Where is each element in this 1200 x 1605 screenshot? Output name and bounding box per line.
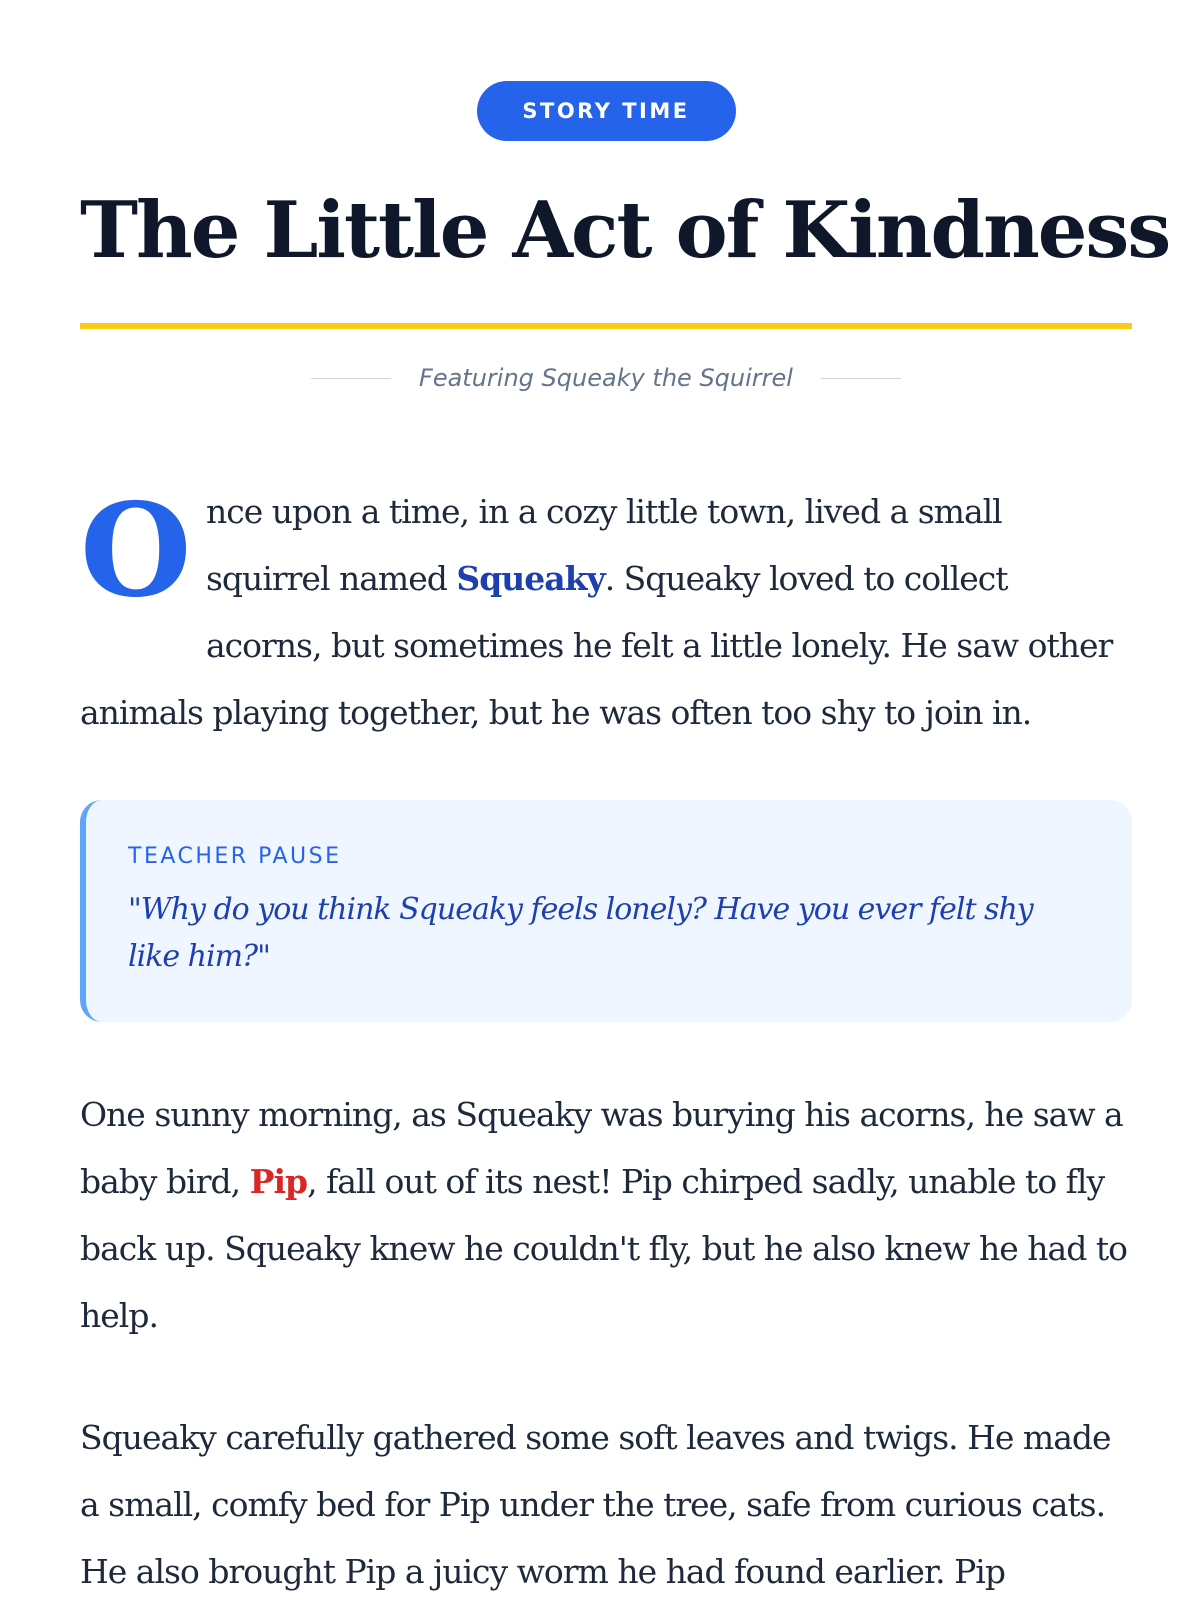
paragraph-1-text-start: nce upon a time, in a cozy little town, lived a small squirrel named	[206, 492, 1002, 598]
paragraph-2-text-end: , fall out of its nest! Pip chirped sadly, unable to fly back up. Squeaky knew he couldn't fly, but he also knew he had to help.	[80, 1162, 1127, 1335]
subtitle-line-right	[821, 378, 901, 379]
story-paragraph-3: Squeaky carefully gathered some soft leaves and twigs. He made a small, comfy bed for Pip under the tree, safe from curious cats. He also brought Pip a juicy worm he had found earlier. Pip	[80, 1418, 1111, 1591]
story-title: The Little Act of Kindness	[80, 185, 1170, 276]
teacher-pause-box	[80, 800, 1132, 1022]
teacher-pause-question: "Why do you think Squeaky feels lonely? Have you ever felt shy like him?"	[128, 892, 1033, 974]
story-subtitle: Featuring Squeaky the Squirrel	[419, 364, 793, 392]
story-time-badge: STORY TIME	[477, 81, 736, 141]
subtitle-line-left	[311, 378, 391, 379]
title-divider	[80, 323, 1132, 329]
story-page	[80, 0, 1170, 1591]
paragraph-2-text-start: One sunny morning, as Squeaky was burying his acorns, he saw a baby bird,	[80, 1095, 1123, 1201]
teacher-pause-label: TEACHER PAUSE	[128, 844, 342, 869]
character-name-pip: Pip	[249, 1162, 308, 1201]
badge-wrapper	[80, 0, 1132, 141]
subtitle-row	[80, 358, 1132, 398]
character-name-squeaky: Squeaky	[456, 559, 605, 598]
drop-cap: O	[80, 476, 191, 626]
story-paragraph-1	[80, 478, 1132, 746]
paragraph-1-text-end: . Squeaky loved to collect acorns, but sometimes he felt a little lonely. He saw other animals playing together, but he was often too shy to join in.	[80, 559, 1113, 732]
story-paragraph-2	[80, 1081, 1132, 1349]
